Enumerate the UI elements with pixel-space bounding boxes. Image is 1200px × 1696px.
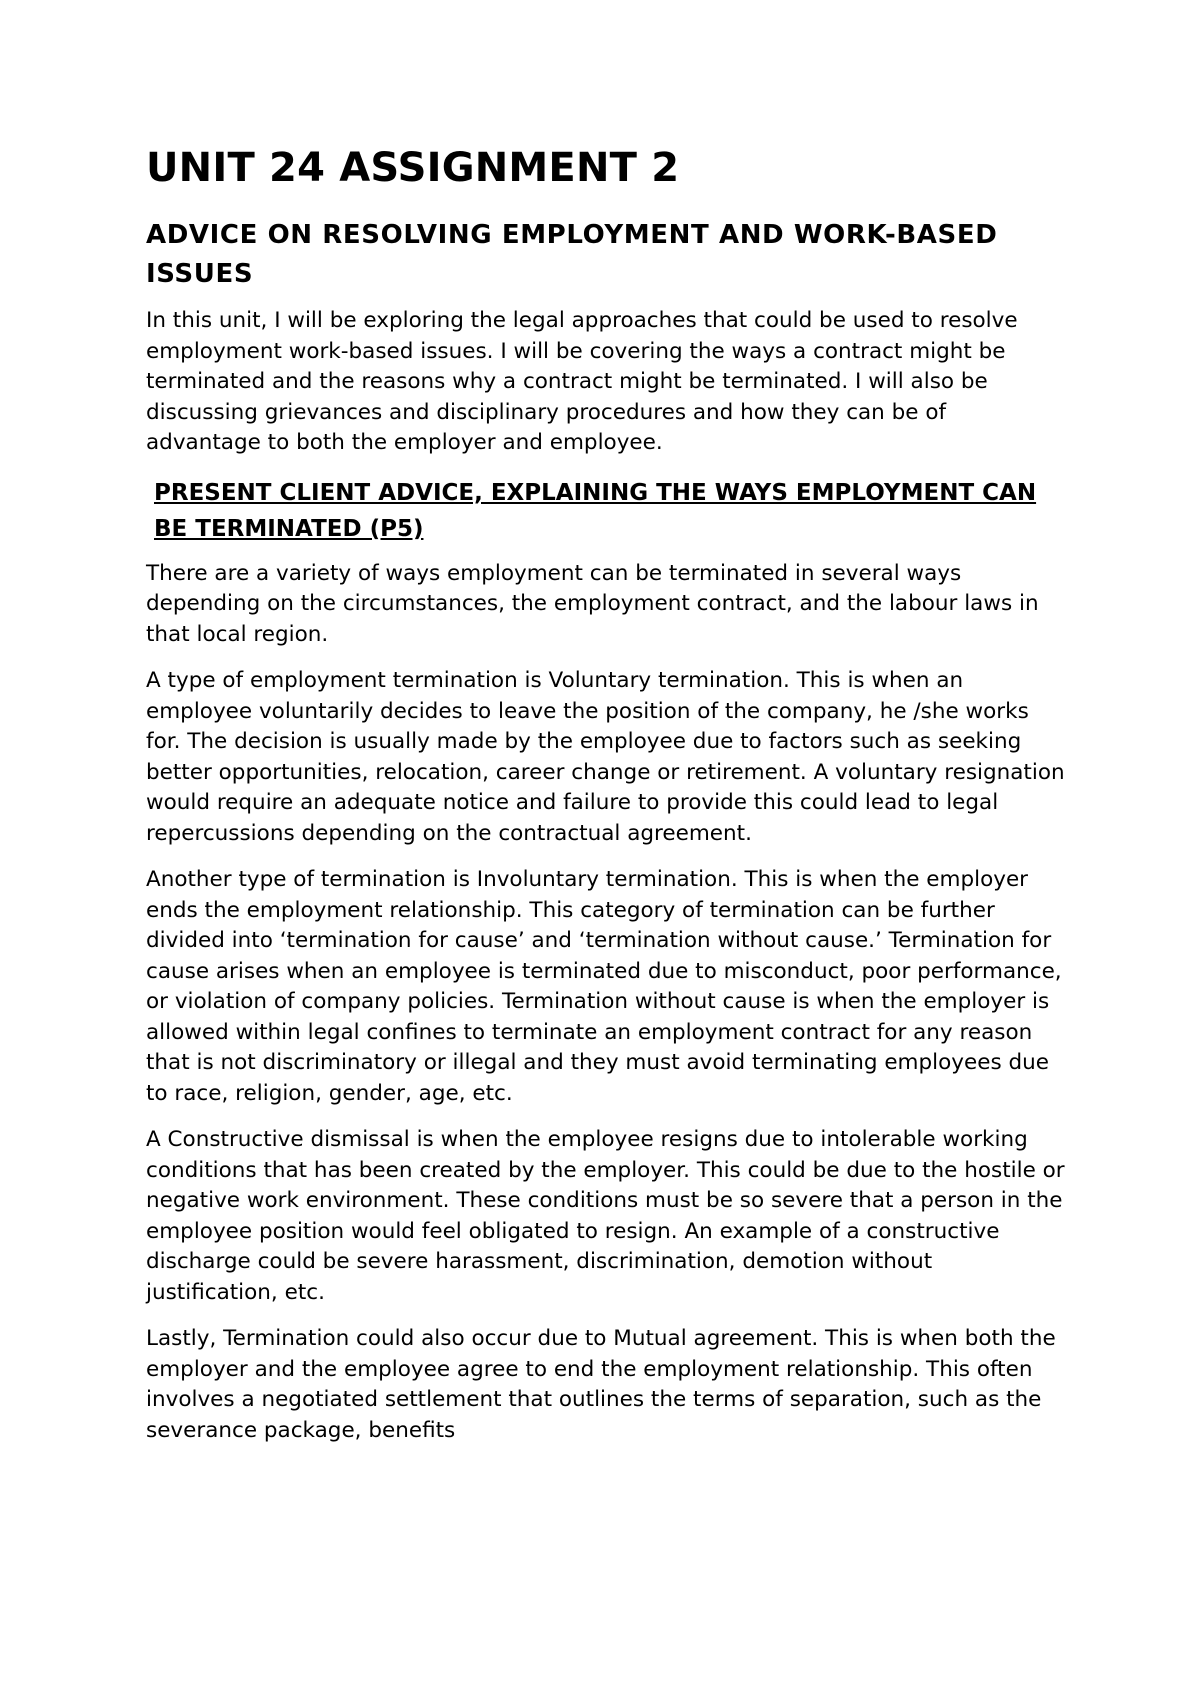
body-paragraph: Another type of termination is Involuntary termination. This is when the employer ends the employment relationship. This category of termination can be further divided into ‘termination for cause’ and ‘termination without cause.’ Termination for cause arises when an employee is terminated due to misconduct, poor performance, or violation of company policies. Termination without cause is when the employer is allowed within legal confines to terminate an employment contract for any reason that is not discriminatory or illegal and they must avoid terminating employees due to race, religion, gender, age, etc. xyxy=(146,867,1062,1106)
document-title: UNIT 24 ASSIGNMENT 2 xyxy=(146,145,680,191)
body-paragraph: Lastly, Termination could also occur due to Mutual agreement. This is when both the employer and the employee agree to end the employment relationship. This often involves a negotiated settlement that outlines the terms of separation, such as the severance package, benefits xyxy=(146,1326,1056,1443)
body-paragraph: A type of employment termination is Voluntary termination. This is when an employee voluntarily decides to leave the position of the company, he /she works for. The decision is usually made by the employee due to factors such as seeking better opportunities, relocation, career change or retirement. A voluntary resignation would require an adequate notice and failure to provide this could lead to legal repercussions depending on the contractual agreement. xyxy=(146,668,1065,846)
body-paragraph: There are a variety of ways employment can be terminated in several ways depending on the circumstances, the employment contract, and the labour laws in that local region. xyxy=(146,560,1039,647)
document-page xyxy=(146,140,1066,1462)
section-heading: PRESENT CLIENT ADVICE, EXPLAINING THE WAYS EMPLOYMENT CAN BE TERMINATED (P5) xyxy=(154,479,1037,542)
document-subtitle: ADVICE ON RESOLVING EMPLOYMENT AND WORK-BASED ISSUES xyxy=(146,220,998,289)
intro-paragraph: In this unit, I will be exploring the legal approaches that could be used to resolve employment work-based issues. I will be covering the ways a contract might be terminated and the reasons why a contract might be terminated. I will also be discussing grievances and disciplinary procedures and how they can be of advantage to both the employer and employee. xyxy=(146,308,1018,455)
body-paragraph: A Constructive dismissal is when the employee resigns due to intolerable working conditions that has been created by the employer. This could be due to the hostile or negative work environment. These conditions must be so severe that a person in the employee position would feel obligated to resign. An example of a constructive discharge could be severe harassment, discrimination, demotion without justification, etc. xyxy=(146,1127,1065,1305)
